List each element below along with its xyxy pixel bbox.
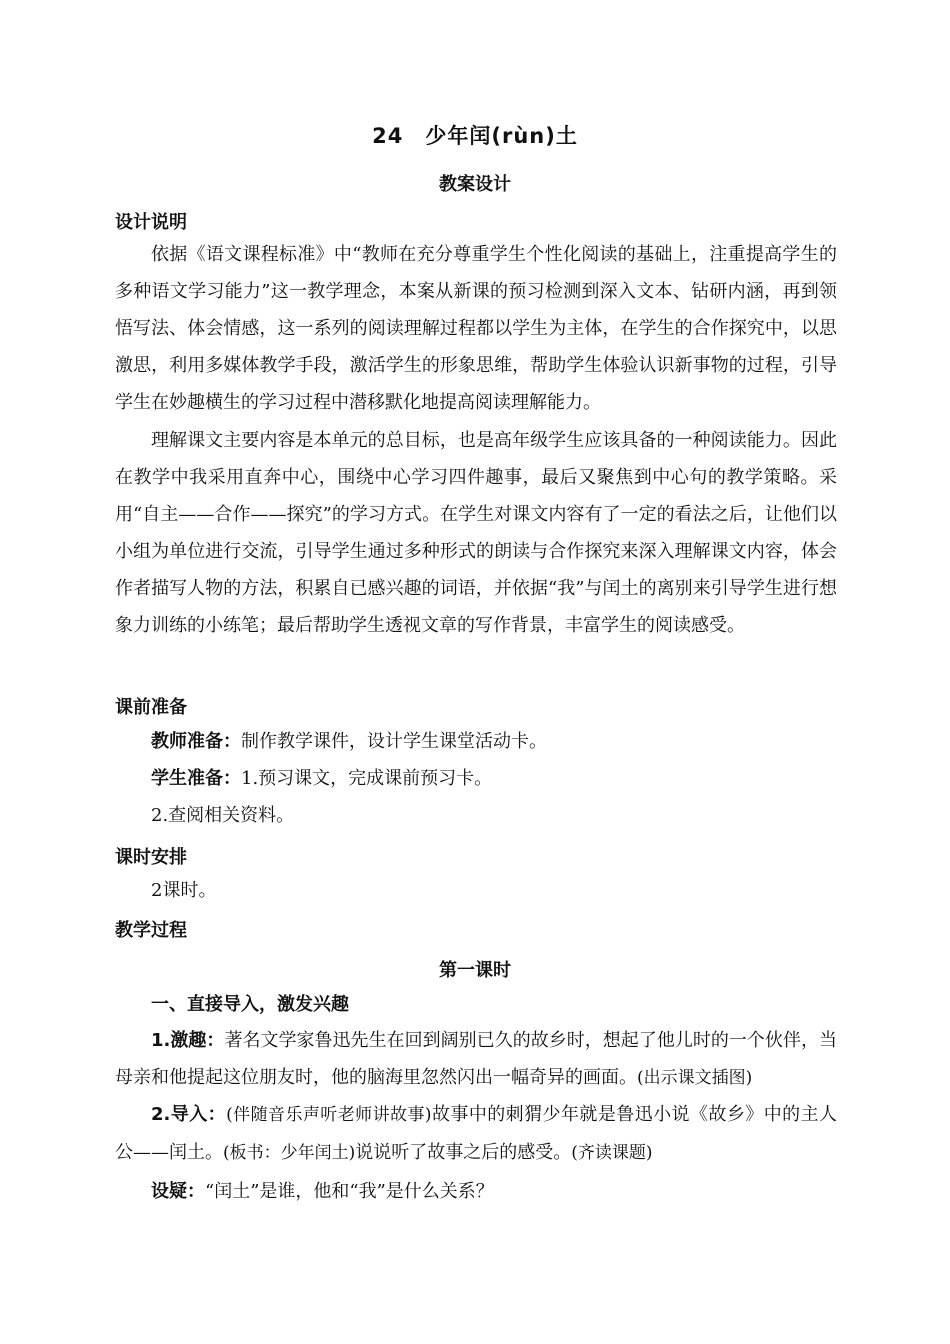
- schedule-text: 2课时。: [151, 880, 217, 901]
- teacher-prep-text: 制作教学课件，设计学生课堂活动卡。: [241, 731, 547, 752]
- page-title: 24 少年闰(rùn)土: [372, 124, 578, 148]
- item-two-note-2: (板书：少年闰土): [223, 1143, 356, 1163]
- item-two-text-2: 说说听了故事之后的感受。: [355, 1142, 572, 1163]
- item-one-label: 1.激趣：: [151, 1030, 225, 1051]
- lesson-one-heading: 第一课时: [439, 960, 511, 981]
- question-label: 设疑：: [151, 1181, 205, 1202]
- item-two-note-3: (齐读课题): [571, 1143, 653, 1163]
- student-prep-label: 学生准备：: [151, 768, 241, 789]
- item-one-paragraph: [115, 1022, 837, 1097]
- question-line: [151, 1180, 837, 1204]
- student-prep-text: 1.预习课文，完成课前预习卡。: [241, 768, 493, 789]
- teacher-prep-label: 教师准备：: [151, 731, 241, 752]
- item-two-paragraph: [115, 1096, 837, 1172]
- item-two-note-1: (伴随音乐声听老师讲故事): [226, 1105, 432, 1125]
- page-subtitle: 教案设计: [439, 174, 511, 195]
- step-one-heading: 一、直接导入，激发兴趣: [151, 994, 349, 1015]
- section-heading-schedule: 课时安排: [115, 847, 187, 868]
- design-paragraph-1: 依据《语文课程标准》中“教师在充分尊重学生个性化阅读的基础上，注重提高学生的多种语文学习能力”这一教学理念，本案从新课的预习检测到深入文本、钻研内涵，再到领悟写法、体会情感，这一系列的阅读理解过程都以学生为主体，在学生的合作探究中，以思激思，利用多媒体教学手段，激活学生的形象思维，帮助学生体验认识新事物的过程，引导学生在妙趣横生的学习过程中潜移默化地提高阅读理解能力。: [115, 244, 837, 413]
- design-paragraph-2: 理解课文主要内容是本单元的总目标，也是高年级学生应该具备的一种阅读能力。因此在教学中我采用直奔中心，围绕中心学习四件趣事，最后又聚焦到中心句的教学策略。采用“自主——合作——探究”的学习方式。在学生对课文内容有了一定的看法之后，让他们以小组为单位进行交流，引导学生通过多种形式的朗读与合作探究来深入理解课文内容，体会作者描写人物的方法，积累自已感兴趣的词语，并依据“我”与闰土的离别来引导学生进行想象力训练的小练笔；最后帮助学生透视文章的写作背景，丰富学生的阅读感受。: [115, 430, 837, 636]
- section-heading-design: 设计说明: [115, 212, 187, 233]
- student-prep-line-2: 2.查阅相关资料。: [151, 805, 295, 826]
- item-two-text-1: 故事中的刺猬少年就是鲁迅小说《故乡》中的主人公——闰土。: [115, 1104, 838, 1163]
- student-prep-line: [151, 767, 837, 791]
- teacher-prep-line: [151, 730, 837, 754]
- section-heading-prep: 课前准备: [115, 697, 187, 718]
- section-heading-process: 教学过程: [115, 920, 187, 941]
- item-one-text: 著名文学家鲁迅先生在回到阔别已久的故乡时，想起了他儿时的一个伙伴，当母亲和他提起这位朋友时，他的脑海里忽然闪出一幅奇异的画面。: [115, 1030, 837, 1088]
- item-one-note: (出示课文插图): [637, 1068, 753, 1088]
- item-two-label: 2.导入：: [151, 1104, 227, 1125]
- question-text: “闰土”是谁，他和“我”是什么关系？: [205, 1181, 494, 1202]
